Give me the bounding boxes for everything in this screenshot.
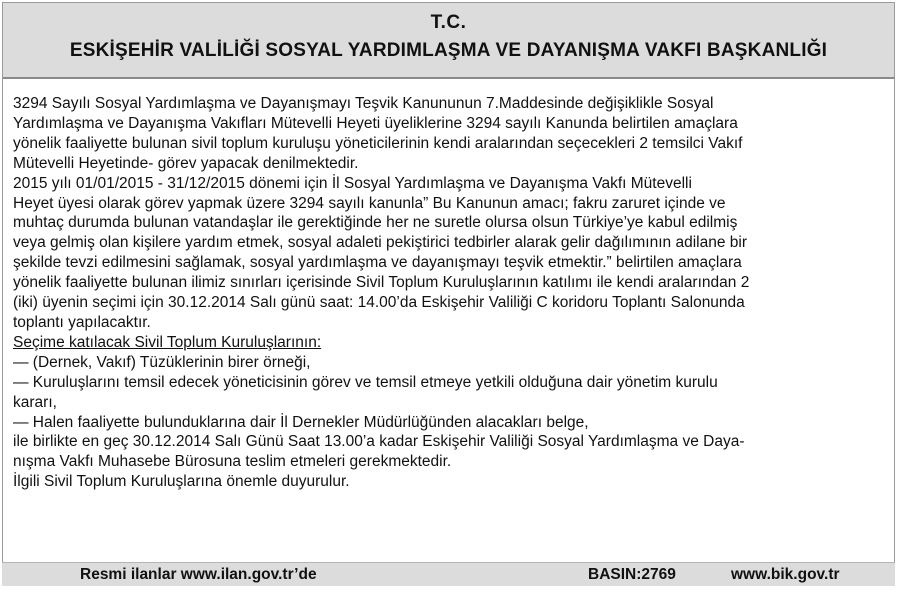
notice-frame <box>2 2 895 586</box>
footer-resmi-ilanlar: Resmi ilanlar www.ilan.gov.tr’de <box>80 566 317 583</box>
footer-bik-url: www.bik.gov.tr <box>731 566 840 583</box>
requirement-item-continued: kararı, <box>13 393 57 411</box>
header-tc: T.C. <box>430 12 467 33</box>
body-line: nışma Vakfı Muhasebe Bürosuna teslim etmeleri gerekmektedir. <box>13 453 452 471</box>
body-line: şekilde tevzi edilmesini sağlamak, sosyal yardımlaşma ve dayanışmayı teşvik etmektir.” belirtilen amaçlara <box>13 254 742 272</box>
body-line: yönelik faaliyette bulunan ilimiz sınırları içerisinde Sivil Toplum Kuruluşlarının katılımı ile kendi aralarından 2 <box>13 274 750 292</box>
notice-footer <box>2 562 895 586</box>
body-line: 2015 yılı 01/01/2015 - 31/12/2015 dönemi için İl Sosyal Yardımlaşma ve Dayanışma Vakfı Mütevelli <box>13 174 692 192</box>
body-line: Yardımlaşma ve Dayanışma Vakıfları Mütevelli Heyeti üyeliklerine 3294 sayılı Kanunda belirtilen amaçlara <box>13 114 738 132</box>
body-line: Mütevelli Heyetinde- görev yapacak denilmektedir. <box>13 154 359 172</box>
header-divider <box>3 77 894 79</box>
requirements-heading: Seçime katılacak Sivil Toplum Kuruluşlarının: <box>13 333 322 351</box>
notice-header <box>3 3 894 77</box>
notice-body <box>13 94 889 492</box>
body-line: 3294 Sayılı Sosyal Yardımlaşma ve Dayanışmayı Teşvik Kanununun 7.Maddesinde değişiklikle Sosyal <box>13 95 714 112</box>
body-line: (iki) üyenin seçimi için 30.12.2014 Salı günü saat: 14.00’da Eskişehir Valiliği C koridoru Toplantı Salonunda <box>13 294 745 312</box>
requirement-item: — Halen faaliyette bulunduklarına dair İl Dernekler Müdürlüğünden alacakları belge, <box>13 413 589 431</box>
body-line: Heyet üyesi olarak görev yapmak üzere 3294 sayılı kanunla” Bu Kanunun amacı; fakru zaruret içinde ve <box>13 194 726 212</box>
body-line: veya gelmiş olan kişilere yardım etmek, sosyal adaleti pekiştirici tedbirler alarak gelir dağılımının adilane bir <box>13 234 747 252</box>
header-title: ESKİŞEHİR VALİLİĞİ SOSYAL YARDIMLAŞMA VE DAYANIŞMA VAKFI BAŞKANLIĞI <box>69 40 828 61</box>
body-line: ile birlikte en geç 30.12.2014 Salı Günü Saat 13.00’a kadar Eskişehir Valiliği Sosyal Yardımlaşma ve Daya- <box>13 433 745 451</box>
body-line: muhtaç durumda bulunan vatandaşlar ile gerektiğinde her ne suretle olursa olsun Türkiye’ye kabul edilmiş <box>13 214 738 232</box>
body-line: yönelik faaliyette bulunan sivil toplum kuruluşu yöneticilerinin kendi aralarından seçecekleri 2 temsilci Vakıf <box>13 134 743 152</box>
requirement-item: — (Dernek, Vakıf) Tüzüklerinin birer örneği, <box>13 353 311 371</box>
footer-basin-number: BASIN:2769 <box>588 566 676 583</box>
closing-line: İlgili Sivil Toplum Kuruluşlarına önemle duyurulur. <box>13 473 350 491</box>
requirement-item: — Kuruluşlarını temsil edecek yöneticisinin görev ve temsil etmeye yetkili olduğuna dair yönetim kurulu <box>13 373 718 391</box>
body-line: toplantı yapılacaktır. <box>13 313 151 331</box>
